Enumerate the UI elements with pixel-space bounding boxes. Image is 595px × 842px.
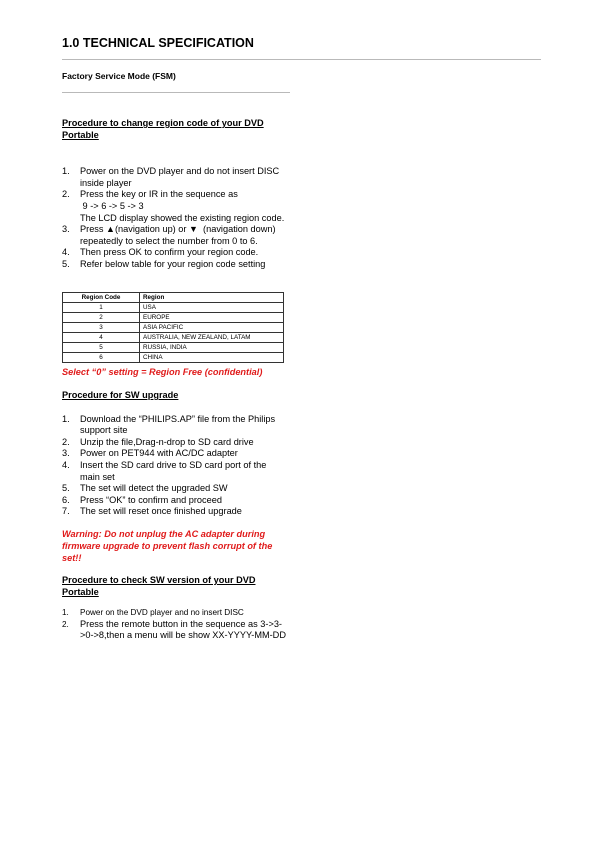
sw-version-section <box>62 575 288 642</box>
list-item: 3. Power on PET944 with AC/DC adapter <box>62 448 238 459</box>
list-item: 3. Press ▲(navigation up) or ▼ (navigation down) repeatedly to select the number from 0 to 6. <box>62 224 279 246</box>
fsm-label: Factory Service Mode (FSM) <box>62 71 176 81</box>
sw-upgrade-steps <box>62 414 288 518</box>
list-item: 1. Power on the DVD player and do not insert DISC inside player <box>62 166 280 188</box>
table-row: 5 RUSSIA, INDIA <box>63 343 284 353</box>
top-divider <box>62 59 541 60</box>
firmware-warning: Warning: Do not unplug the AC adapter during firmware upgrade to prevent flash corrupt of the set!! <box>62 529 273 563</box>
region-code-table <box>62 292 284 363</box>
list-item: 1. Power on the DVD player and no insert DISC <box>62 608 244 618</box>
column-header-region-code: Region Code <box>63 293 140 303</box>
sw-version-steps <box>62 607 288 642</box>
section-divider <box>62 92 290 93</box>
table-row: 4 AUSTRALIA, NEW ZEALAND, LATAM <box>63 333 284 343</box>
list-item: 2. Press the key or IR in the sequence as 9 -> 6 -> 5 -> 3 The LCD display showed the existing region code. <box>62 189 285 223</box>
column-header-region: Region <box>140 293 284 303</box>
up-arrow-icon: ▲ <box>106 224 115 235</box>
region-steps <box>62 166 288 270</box>
page-heading: 1.0 TECHNICAL SPECIFICATION <box>62 36 254 50</box>
down-arrow-icon: ▼ <box>189 224 198 235</box>
region-section <box>62 118 288 271</box>
table-row: 3 ASIA PACIFIC <box>63 323 284 333</box>
list-item: 7. The set will reset once finished upgrade <box>62 506 242 517</box>
table-row: 1 USA <box>63 303 284 313</box>
list-item: 2. Press the remote button in the sequence as 3->3->0->8,then a menu will be show XX-YYYY-MM-DD <box>62 618 286 641</box>
table-header-row <box>63 293 284 303</box>
list-item: 4. Then press OK to confirm your region code. <box>62 247 259 258</box>
region-free-note: Select “0” setting = Region Free (confidential) <box>62 367 263 377</box>
list-item: 5. The set will detect the upgraded SW <box>62 483 228 494</box>
sw-upgrade-section <box>62 390 288 518</box>
table-row: 2 EUROPE <box>63 313 284 323</box>
sw-upgrade-title: Procedure for SW upgrade <box>62 390 179 400</box>
sw-version-title: Procedure to check SW version of your DVD Portable <box>62 575 256 597</box>
list-item: 6. Press “OK” to confirm and proceed <box>62 494 222 505</box>
list-item: 5. Refer below table for your region code setting <box>62 258 266 269</box>
table-row: 6 CHINA <box>63 353 284 363</box>
list-item: 4. Insert the SD card drive to SD card port of the main set <box>62 459 267 482</box>
list-item: 2. Unzip the file,Drag-n-drop to SD card drive <box>62 436 254 447</box>
list-item: 1. Download the “PHILIPS.AP” file from the Philips support site <box>62 413 276 436</box>
region-section-title: Procedure to change region code of your DVD Portable <box>62 118 264 140</box>
